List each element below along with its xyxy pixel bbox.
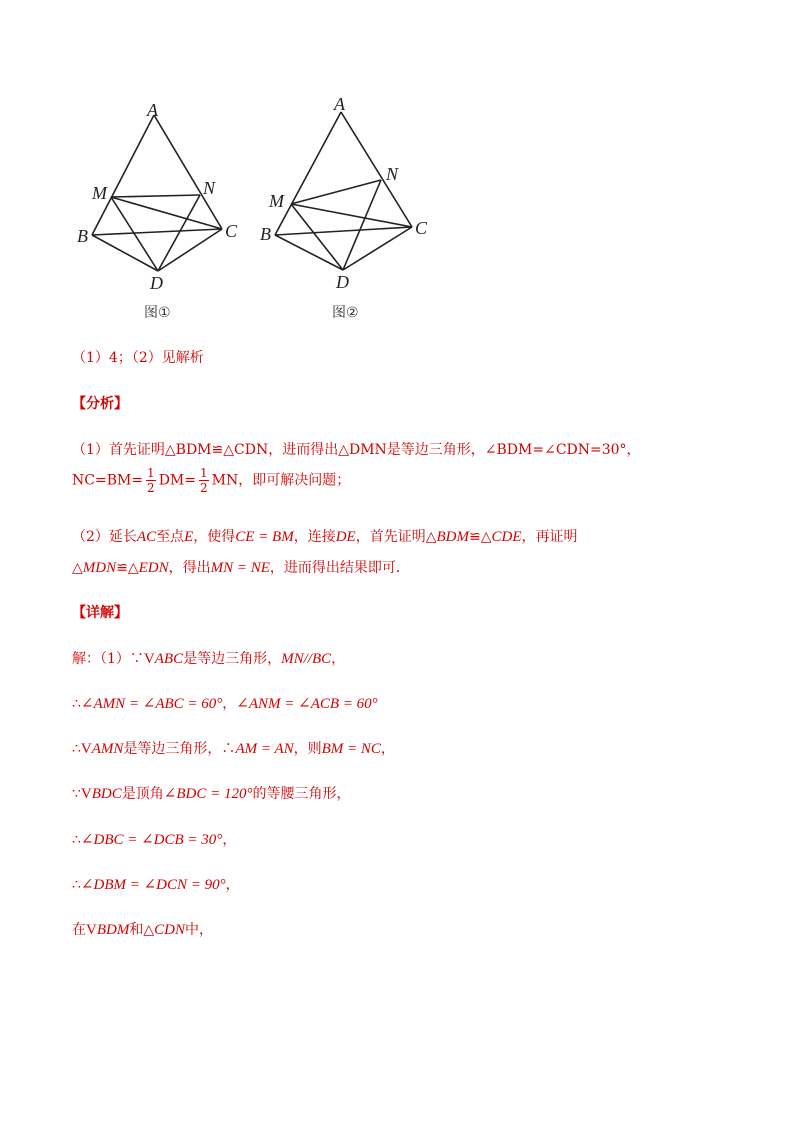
text: ≌△ — [469, 529, 492, 545]
analysis-heading: 【分析】 — [72, 396, 128, 412]
label-N: N — [203, 178, 216, 198]
fraction-half — [199, 466, 209, 495]
figure-1 — [72, 90, 247, 330]
math: CDN — [154, 922, 185, 938]
text: ，进而得出结果即可． — [269, 560, 410, 576]
math: V — [143, 651, 155, 667]
text: ， — [222, 832, 237, 848]
label-C: C — [415, 218, 428, 238]
text: 至点 — [156, 529, 185, 545]
math: CDE — [491, 529, 522, 545]
label-D: D — [336, 272, 349, 292]
math: BM = NC — [321, 741, 381, 757]
math: BDC — [91, 786, 122, 802]
math: DE — [335, 529, 356, 545]
label-C: C — [225, 221, 238, 241]
detail-line-1 — [72, 648, 345, 668]
math: ∠BDC = 120° — [163, 786, 253, 802]
label-N: N — [386, 164, 399, 184]
math: E — [184, 529, 194, 545]
text: ， — [225, 877, 240, 893]
text: ， — [331, 651, 346, 667]
math: ∠AMN = ∠ABC = 60° — [80, 696, 223, 712]
figure-1-diagram — [72, 90, 247, 330]
text: 的等腰三角形， — [252, 786, 351, 802]
text: ，得出 — [168, 560, 211, 576]
text: NC=BM= — [72, 472, 144, 489]
answer-line: （1）4；（2）见解析 — [72, 350, 204, 366]
detail-line-7 — [72, 919, 213, 939]
frac-denominator: 2 — [199, 481, 208, 495]
label-B: B — [77, 226, 88, 246]
detail-heading: 【详解】 — [72, 605, 128, 621]
frac-denominator: 2 — [147, 481, 155, 495]
math: V — [80, 741, 92, 757]
math: AM = AN — [235, 741, 294, 757]
detail-line-6 — [72, 874, 240, 894]
text: ≌△ — [116, 560, 139, 576]
figure-2-caption: 图② — [332, 305, 359, 321]
label-D: D — [150, 273, 163, 293]
text: （2）延长 — [72, 529, 137, 545]
detail-line-5 — [72, 829, 236, 849]
text: ， — [380, 741, 395, 757]
detail-line-2 — [72, 693, 378, 713]
text: △ — [72, 560, 83, 576]
figure-2 — [255, 90, 435, 330]
analysis-paragraph-2b — [72, 557, 410, 577]
text: 是顶角 — [121, 786, 164, 802]
text: 在 — [72, 922, 86, 938]
text: ，则 — [293, 741, 322, 757]
detail-line-3 — [72, 738, 395, 758]
text: 是等边三角形， — [183, 651, 282, 667]
figure-1-caption: 图① — [144, 305, 171, 321]
text: MN，即可解决问题； — [211, 472, 351, 489]
math: ∠DBM = ∠DCN = 90° — [80, 877, 226, 893]
math: MDN — [82, 560, 117, 576]
math: V — [80, 786, 92, 802]
math: V — [86, 922, 97, 938]
math: ∠DBC = ∠DCB = 30° — [80, 832, 223, 848]
math: CE = BM — [235, 529, 294, 545]
text: ， — [222, 696, 237, 712]
label-M: M — [269, 191, 284, 211]
math: MN//BC — [281, 651, 332, 667]
text: ∴ — [72, 741, 81, 757]
text: ，首先证明△ — [355, 529, 437, 545]
math: MN = NE — [210, 560, 270, 576]
math: BDM — [436, 529, 469, 545]
text: 和△ — [129, 922, 155, 938]
label-A: A — [334, 94, 345, 114]
text: ∴ — [72, 696, 81, 712]
math: AMN — [91, 741, 124, 757]
math: BDM — [96, 922, 130, 938]
text: DM= — [158, 472, 196, 489]
text: 中， — [184, 922, 213, 938]
label-A: A — [147, 100, 158, 120]
analysis-paragraph-1b — [72, 466, 350, 495]
label-M: M — [92, 183, 107, 203]
text: ，使得 — [193, 529, 236, 545]
analysis-paragraph-1a: （1）首先证明△BDM≌△CDN，进而得出△DMN是等边三角形，∠BDM=∠CDN=30°， — [72, 442, 641, 458]
math: ABC — [154, 651, 184, 667]
text: ∴ — [72, 832, 81, 848]
text: ∵ — [72, 786, 81, 802]
text: 是等边三角形，∴ — [123, 741, 236, 757]
label-B: B — [260, 224, 271, 244]
fraction-half — [146, 466, 156, 495]
text: ，再证明 — [521, 529, 578, 545]
frac-numerator: 1 — [147, 466, 155, 480]
analysis-paragraph-2a — [72, 526, 578, 546]
text: 解：（1）∵ — [72, 651, 144, 667]
frac-numerator: 1 — [199, 466, 208, 480]
text: ∴ — [72, 877, 81, 893]
math: AC — [136, 529, 157, 545]
detail-line-4 — [72, 783, 350, 803]
text: ，连接 — [293, 529, 336, 545]
math: ∠ANM = ∠ACB = 60° — [236, 696, 378, 712]
math: EDN — [138, 560, 169, 576]
